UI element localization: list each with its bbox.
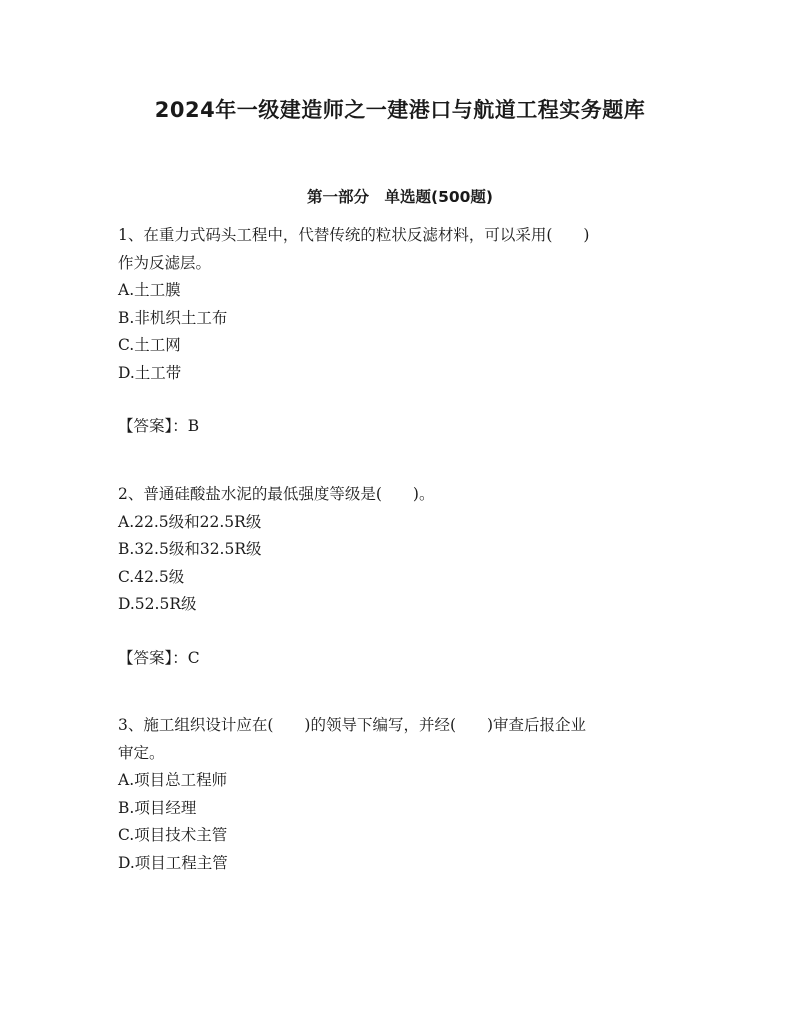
question-3 (118, 712, 688, 877)
question-1-answer (118, 413, 199, 441)
question-3-option-b: B.项目经理 (118, 798, 197, 817)
document-title: 2024年一级建造师之一建港口与航道工程实务题库 (154, 98, 646, 122)
question-3-stem-line-1: 3、施工组织设计应在( )的领导下编写，并经( )审查后报企业 (118, 716, 587, 734)
question-2-answer (118, 645, 200, 673)
question-1-stem-line-1: 1、在重力式码头工程中，代替传统的粒状反滤材料，可以采用( ) (118, 226, 590, 244)
answer-value: B (187, 417, 200, 435)
question-2 (118, 481, 688, 619)
question-1-option-c: C.土工网 (118, 336, 181, 354)
question-1-option-b: B.非机织土工布 (118, 308, 228, 327)
question-1-option-d: D.土工带 (118, 363, 182, 382)
question-3-stem-line-2: 审定。 (118, 743, 165, 762)
question-1-option-a: A.土工膜 (118, 281, 181, 299)
question-1 (118, 222, 688, 387)
question-1-stem-line-2: 作为反滤层。 (118, 253, 212, 272)
answer-label: 【答案】： (118, 649, 188, 667)
answer-value: C (187, 649, 200, 667)
question-3-option-d: D.项目工程主管 (118, 853, 228, 872)
question-2-stem-line-1: 2、普通硅酸盐水泥的最低强度等级是( )。 (118, 485, 435, 503)
answer-label: 【答案】： (118, 417, 188, 435)
question-2-option-d: D.52.5R级 (118, 595, 197, 613)
section-title: 第一部分 单选题(500题) (306, 188, 494, 206)
question-2-option-a: A.22.5级和22.5R级 (118, 512, 262, 531)
question-2-option-b: B.32.5级和32.5R级 (118, 540, 262, 558)
question-3-option-a: A.项目总工程师 (118, 771, 228, 789)
question-3-option-c: C.项目技术主管 (118, 826, 228, 844)
question-2-option-c: C.42.5级 (118, 567, 185, 586)
